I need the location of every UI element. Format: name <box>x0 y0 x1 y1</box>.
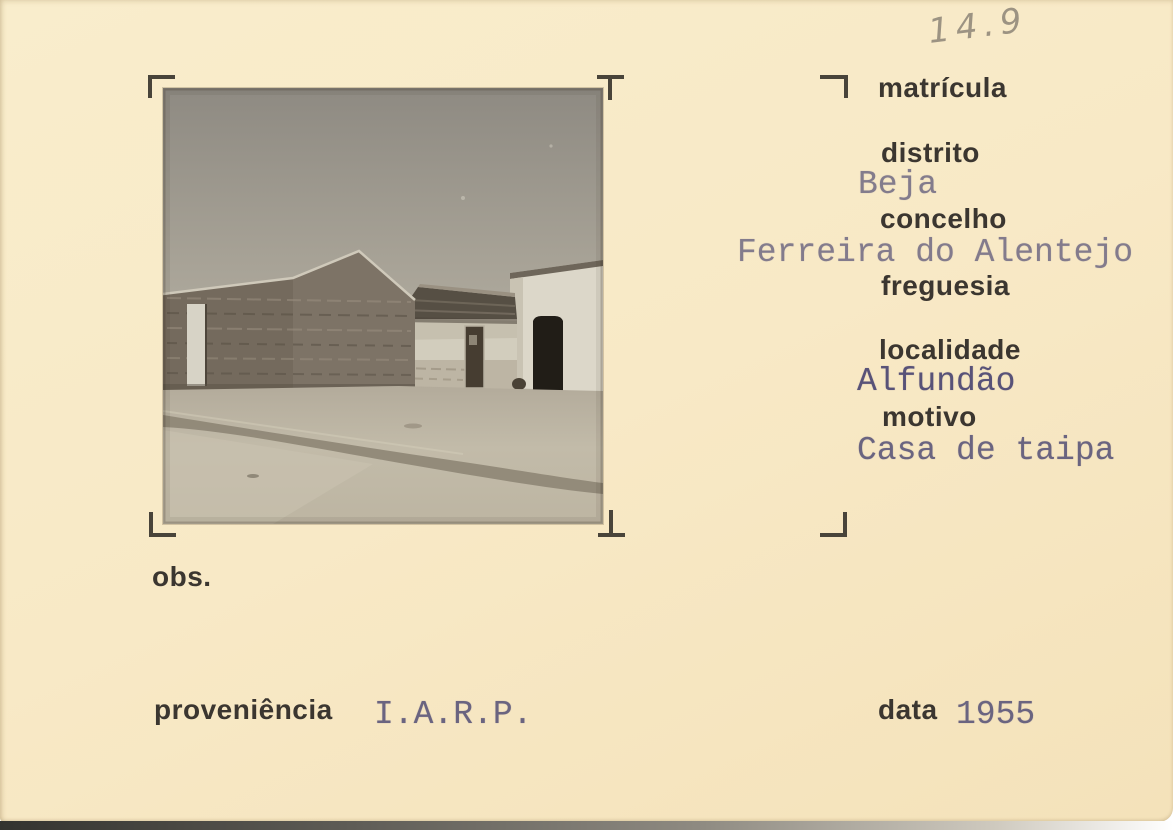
field-label-data: data <box>878 694 938 725</box>
field-value-motivo: Casa de taipa <box>857 432 1115 469</box>
field-label-concelho: concelho <box>880 203 1007 234</box>
right-building <box>510 260 603 392</box>
crop-mark-outer-top-right-icon <box>820 75 848 98</box>
field-label-freguesia: freguesia <box>881 270 1010 301</box>
field-label-localidade: localidade <box>879 334 1021 365</box>
middle-house <box>396 284 526 390</box>
crop-mark-top-tee-icon <box>597 75 624 100</box>
scan-bottom-edge <box>0 821 1173 830</box>
field-value-data: 1955 <box>956 696 1036 733</box>
field-value-distrito: Beja <box>858 166 938 203</box>
field-label-matricula: matrícula <box>878 72 1007 103</box>
field-value-concelho: Ferreira do Alentejo <box>737 234 1134 271</box>
photo-illustration <box>163 88 603 524</box>
crop-mark-stem <box>609 510 613 533</box>
field-label-obs: obs. <box>152 561 212 592</box>
field-value-proveniencia: I.A.R.P. <box>374 696 533 733</box>
field-value-localidade: Alfundão <box>857 363 1016 400</box>
photograph <box>163 88 603 524</box>
crop-mark-outer-bottom-right-icon <box>820 512 847 537</box>
field-label-motivo: motivo <box>882 401 977 432</box>
crop-mark-top-left-icon <box>148 75 175 98</box>
field-label-proveniencia: proveniência <box>154 694 333 725</box>
field-label-distrito: distrito <box>881 137 980 168</box>
crop-mark-stem <box>608 79 612 100</box>
crop-mark-bottom-tee-icon <box>598 510 625 537</box>
crop-mark-bottom-left-icon <box>149 512 176 537</box>
handwritten-number: 14.9 <box>925 0 1030 52</box>
ground <box>163 386 603 524</box>
